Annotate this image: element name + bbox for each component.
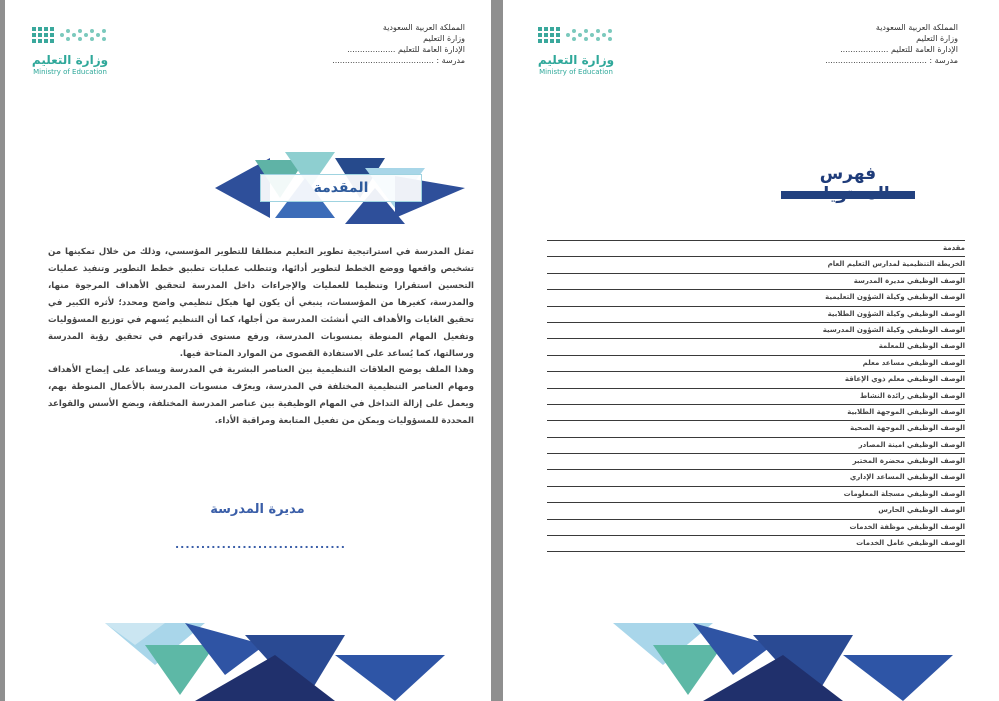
toc-item[interactable]: الوصف الوظيفي الحارس [547, 502, 965, 518]
toc-item[interactable]: الوصف الوظيفي الموجهة الصحية [547, 420, 965, 436]
intro-paragraph: وهذا الملف يوضح العلاقات التنظيمية بين العناصر البشرية في المدرسة ويساعد على إيضاح الأهداف ومهام العناصر التنظيمية المختلفة في المدرسة، ويعرّف منسوبات المدرسة بالأعمال المنوطة بهم، ويعمل على إزالة التداخل في المهام الوظيفية بين عناصر المدرسة المختلفة، ويضع الأسس والقواعد المحددة للمسؤوليات ويمكن من تفعيل المتابعة ومراقبة الأداء. [48, 365, 474, 426]
toc-item[interactable]: الخريطة التنظيمية لمدارس التعليم العام [547, 256, 965, 272]
toc-item[interactable]: الوصف الوظيفي مساعد معلم [547, 355, 965, 371]
logo-arabic-text: وزارة التعليم [31, 53, 109, 67]
toc-item[interactable]: الوصف الوظيفي مديرة المدرسة [547, 273, 965, 289]
intro-paragraph: تمثل المدرسة في استراتيجية تطوير التعليم منطلقا للتطوير المؤسسي، وذلك من خلال تمكينها من تشخيص واقعها ووضع الخطط لتطوير أدائها، وتتطلب عمليات تطبيق خطط التطوير وتنفيذ عمليات التحسين استقرارا وتنظيما للعمليات والإجراءات داخل المدرسة لتحقيق الأهداف المرجوة منها، والمدرسة، كغيرها من المؤسسات، ينبغي أن يكون لها هيكل تنظيمي واضح ومحدد؛ لأثره الكبير في تحقيق الغايات والأهداف التي أنشئت المدرسة من أجلها، كما أن التنظيم يُسهم في توزيع المسؤوليات وتفعيل المهام المنوطة بمنسوبات المدرسة، ورفع مستوى قدراتهم في تحقيق رؤية المدرسة ورسالتها، كما يُساعد على الاستفادة القصوى من الموارد المتاحة فيها. [48, 247, 474, 359]
toc-item[interactable]: الوصف الوظيفي عامل الخدمات [547, 535, 965, 552]
toc-item[interactable]: الوصف الوظيفي المساعد الإداري [547, 469, 965, 485]
logo-arabic-text: وزارة التعليم [537, 53, 615, 67]
toc-item[interactable]: الوصف الوظيفي مسجلة المعلومات [547, 486, 965, 502]
dots-logo-icon [30, 25, 110, 51]
logo-english-text: Ministry of Education [539, 68, 613, 76]
signature-title: مديرة المدرسة [210, 502, 305, 517]
header-line: الإدارة العامة للتعليم ................... [347, 45, 465, 54]
toc-item[interactable]: الوصف الوظيفي امينة المصادر [547, 437, 965, 453]
header-line: المملكة العربية السعودية [382, 23, 465, 32]
toc-item[interactable]: الوصف الوظيفي معلم ذوي الإعاقة [547, 371, 965, 387]
intro-page [5, 0, 491, 701]
toc-item[interactable]: الوصف الوظيفي وكيلة الشؤون المدرسية [547, 322, 965, 338]
toc-title-underline [781, 191, 915, 199]
toc-item[interactable]: الوصف الوظيفي رائدة النشاط [547, 388, 965, 404]
footer-decoration [5, 615, 491, 701]
toc-item[interactable]: الوصف الوظيفي وكيلة الشؤون الطلابية [547, 306, 965, 322]
logo-english-text: Ministry of Education [33, 68, 107, 76]
header-line: وزارة التعليم [916, 34, 958, 43]
toc-item[interactable]: الوصف الوظيفي للمعلمة [547, 338, 965, 354]
toc-item[interactable]: الوصف الوظيفي الموجهة الطلابية [547, 404, 965, 420]
header-line: المملكة العربية السعودية [875, 23, 958, 32]
footer-decoration [503, 615, 989, 701]
intro-title: المقدمة [260, 174, 422, 202]
header-text [315, 22, 465, 66]
toc-item[interactable]: الوصف الوظيفي وكيلة الشؤون التعليمية [547, 289, 965, 305]
header-line: وزارة التعليم [423, 34, 465, 43]
toc-list [547, 240, 965, 552]
toc-title: فهرس [819, 164, 877, 184]
signature-line: ................................. [175, 538, 346, 551]
dots-logo-icon [536, 25, 616, 51]
header-line: مدرسة : ........................................ [332, 56, 465, 65]
header-line: مدرسة : ........................................ [825, 56, 958, 65]
ministry-logo [30, 25, 125, 77]
header-text [808, 22, 958, 66]
toc-item[interactable]: الوصف الوظيفي موظفة الخدمات [547, 519, 965, 535]
toc-item[interactable]: مقدمة [547, 240, 965, 256]
toc-page [503, 0, 999, 701]
ministry-logo [536, 25, 631, 77]
header-line: الإدارة العامة للتعليم ................... [840, 45, 958, 54]
toc-item[interactable]: الوصف الوظيفي محضرة المختبر [547, 453, 965, 469]
